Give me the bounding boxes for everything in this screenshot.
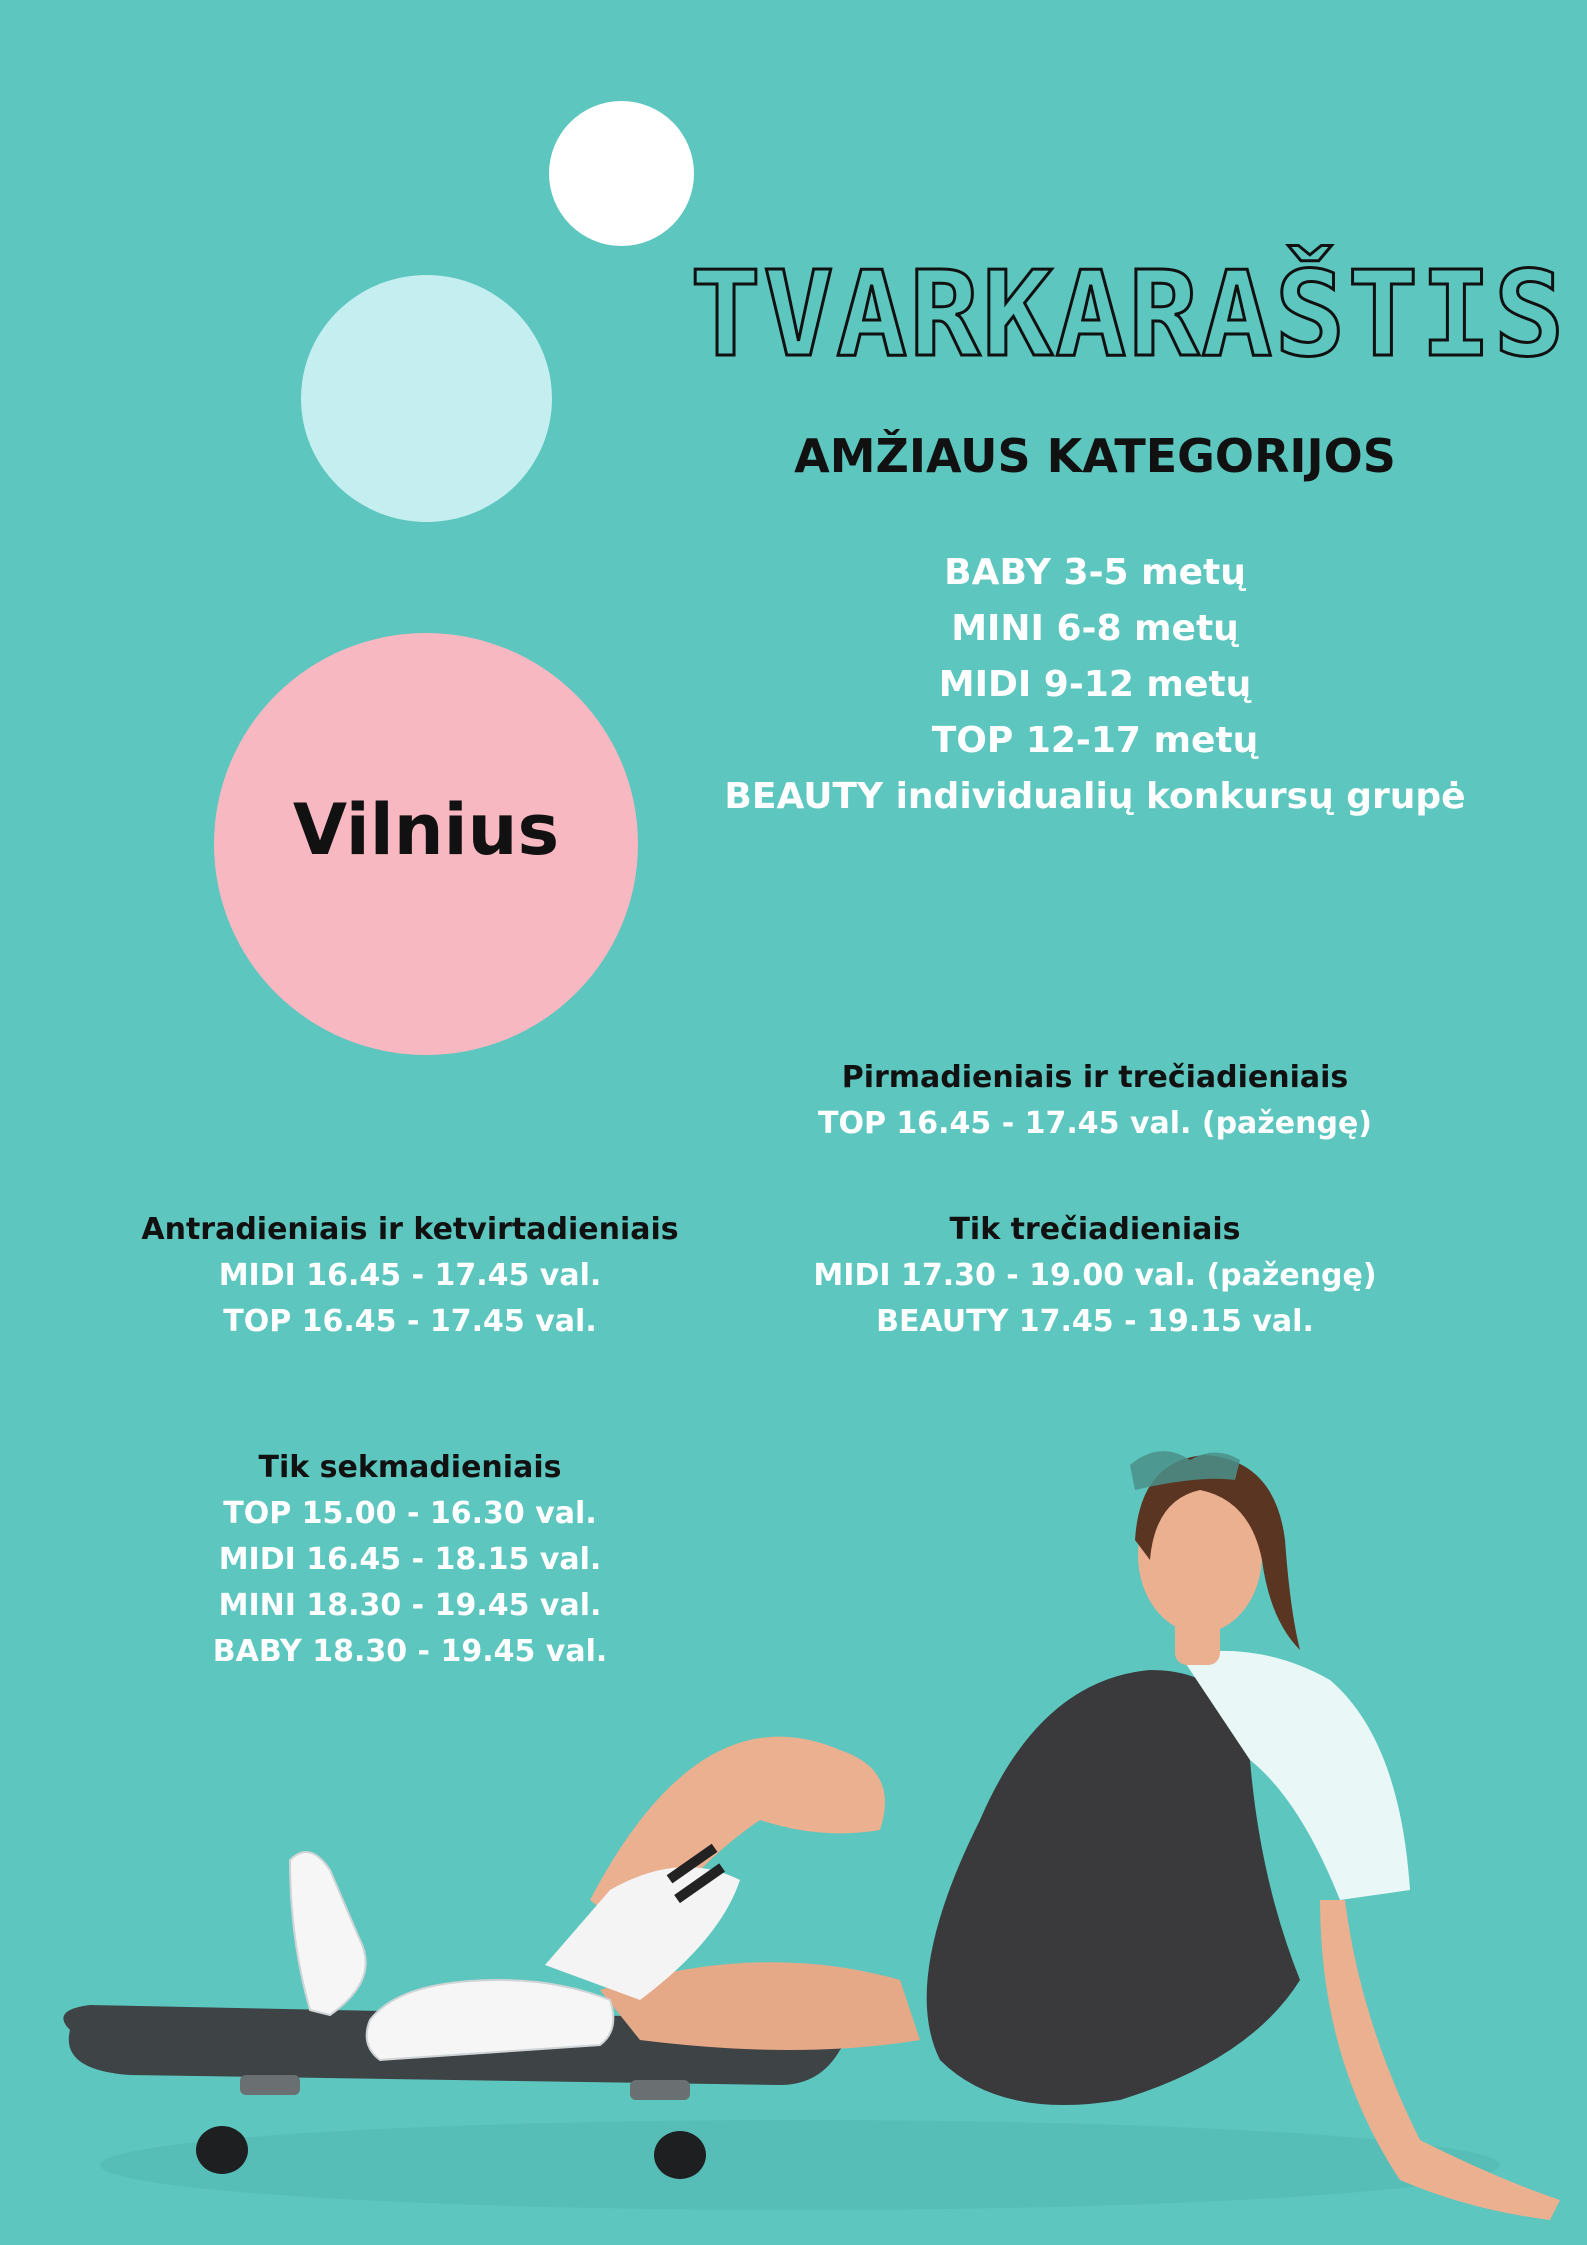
decorative-white-circle [549, 101, 694, 246]
schedule-line: MIDI 16.45 - 17.45 val. [218, 1258, 602, 1293]
schedule-wednesday-only [750, 1207, 1440, 1345]
decorative-light-circle [301, 275, 552, 522]
schedule-line: MIDI 17.30 - 19.00 val. (pažengę) [813, 1258, 1377, 1293]
schedule-heading: Antradieniais ir ketvirtadieniais [141, 1212, 679, 1247]
category-item: BEAUTY individualių konkursų grupė [724, 776, 1466, 817]
schedule-line: BEAUTY 17.45 - 19.15 val. [876, 1304, 1314, 1339]
schedule-line: TOP 15.00 - 16.30 val. [223, 1496, 597, 1531]
schedule-heading: Pirmadieniais ir trečiadieniais [841, 1060, 1349, 1095]
city-name: Vilnius [292, 789, 560, 871]
schedule-line: TOP 16.45 - 17.45 val. (pažengę) [817, 1106, 1373, 1141]
category-item: TOP 12-17 metų [931, 720, 1259, 761]
categories-heading: AMŽIAUS KATEGORIJOS [794, 429, 1396, 483]
categories-list [700, 545, 1490, 825]
schedule-line: TOP 16.45 - 17.45 val. [223, 1304, 597, 1339]
schedule-tuesday-thursday [80, 1207, 740, 1345]
schedule-line: MINI 18.30 - 19.45 val. [218, 1588, 602, 1623]
girl-with-skateboard-photo [0, 1420, 1587, 2245]
category-item: BABY 3-5 metų [944, 552, 1246, 593]
category-item: MINI 6-8 metų [951, 608, 1239, 649]
schedule-heading: Tik trečiadieniais [949, 1212, 1241, 1247]
schedule-heading: Tik sekmadieniais [258, 1450, 562, 1485]
schedule-monday-wednesday [750, 1055, 1440, 1147]
schedule-line: BABY 18.30 - 19.45 val. [212, 1634, 608, 1669]
schedule-line: MIDI 16.45 - 18.15 val. [218, 1542, 602, 1577]
page-title: TVARKARAŠTIS [690, 245, 1567, 383]
category-item: MIDI 9-12 metų [938, 664, 1252, 705]
